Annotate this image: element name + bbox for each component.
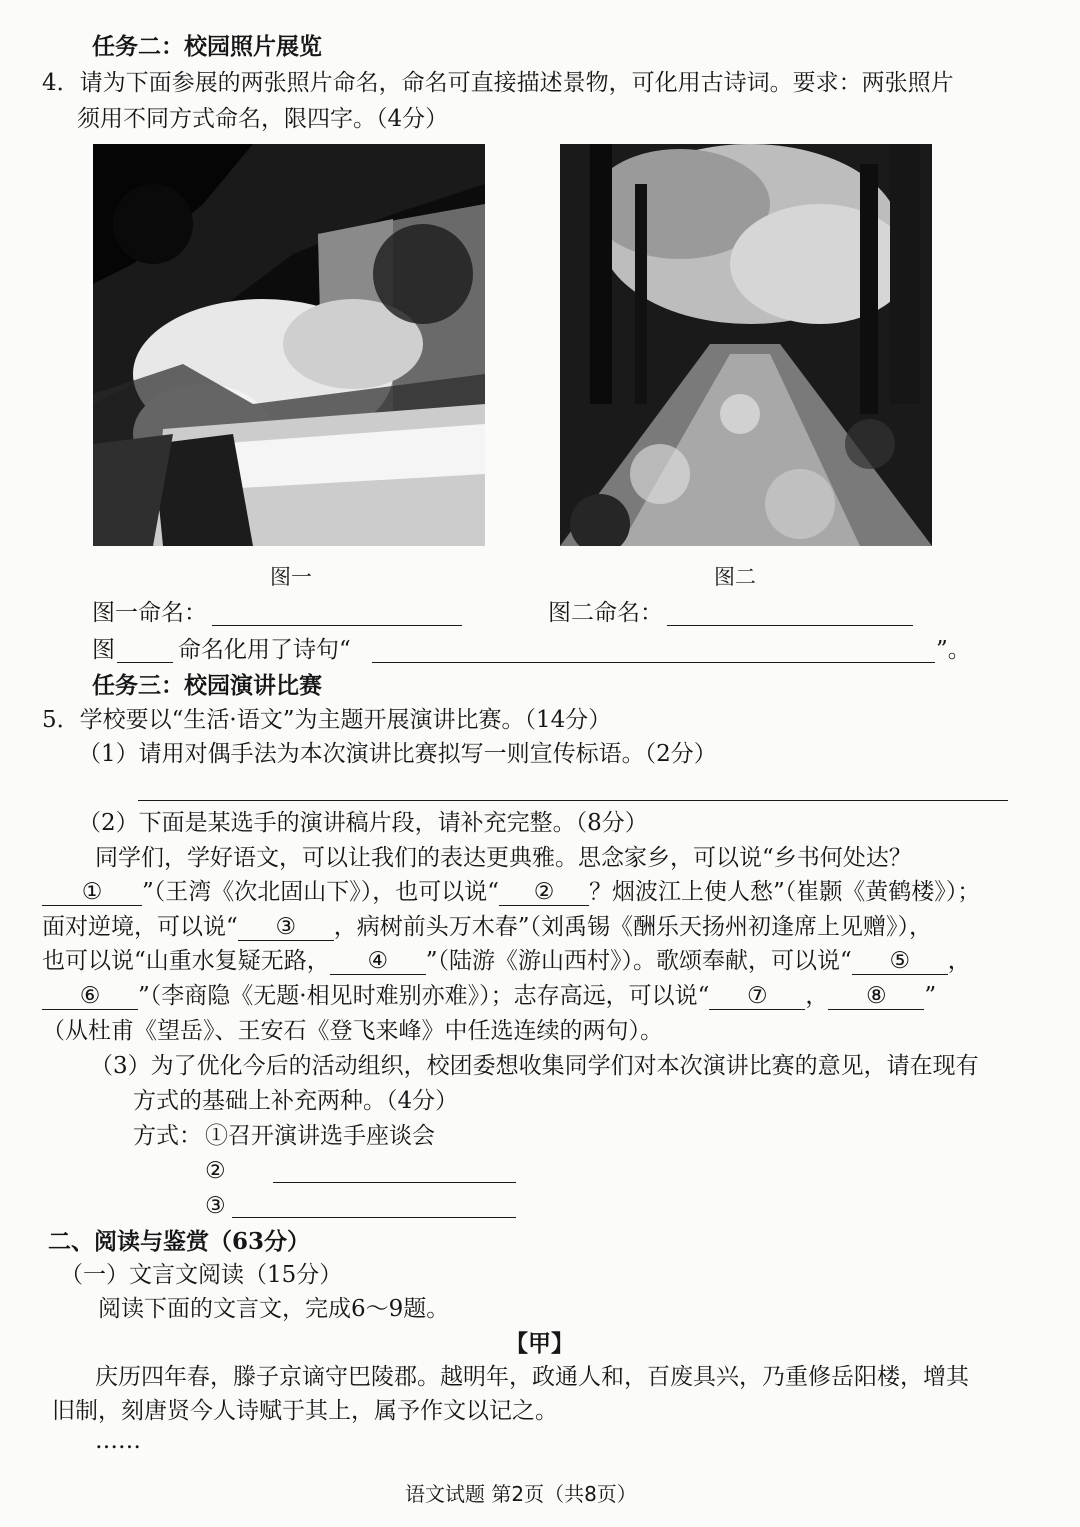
speech-text: ， [805, 983, 829, 1009]
speech-line-4 [42, 948, 971, 976]
speech-line-2 [42, 879, 980, 907]
passage-line-1: 庆历四年春，滕子京谪守巴陵郡。越明年，政通人和，百废具兴，乃重修岳阳楼，增其 [95, 1364, 969, 1390]
page-footer: 语文试题 第2页（共8页） [405, 1482, 637, 1506]
speech-blank-5[interactable]: ⑤ [852, 948, 948, 975]
q5-3-line1: （3）为了优化今后的活动组织，校团委想收集同学们对本次演讲比赛的意见，请在现有 [90, 1053, 979, 1079]
speech-line-1: 同学们，学好语文，可以让我们的表达更典雅。思念家乡，可以说“乡书何处达？ [95, 845, 912, 871]
fig2-name-blank[interactable] [667, 603, 913, 626]
fig1-name-label: 图一命名： [92, 600, 207, 626]
speech-blank-3[interactable]: ③ [238, 914, 334, 941]
speech-blank-1[interactable]: ① [42, 879, 142, 906]
fig1-caption: 图一 [270, 565, 312, 589]
poem-line-end: ”。 [936, 637, 971, 663]
speech-blank-8[interactable]: ⑧ [828, 983, 924, 1010]
way-2-blank[interactable] [273, 1160, 516, 1183]
slogan-blank[interactable] [138, 778, 1008, 801]
fig2-name-label: 图二命名： [548, 600, 663, 626]
speech-blank-6[interactable]: ⑥ [42, 983, 138, 1010]
speech-text: ”（王湾《次北固山下》），也可以说“ [142, 879, 500, 905]
photo-1-image [93, 144, 485, 546]
reading-instruction: 阅读下面的文言文，完成6～9题。 [98, 1296, 450, 1322]
passage-line-2: 旧制，刻唐贤今人诗赋于其上，属予作文以记之。 [52, 1398, 558, 1424]
task2-heading: 任务二：校园照片展览 [92, 33, 322, 60]
way-1: ①召开演讲选手座谈会 [205, 1123, 435, 1149]
speech-text: ，病树前头万木春”（刘禹锡《酬乐天扬州初逢席上见赠》）， [333, 914, 933, 940]
speech-text: ”（陆游《游山西村》）。歌颂奉献，可以说“ [425, 948, 852, 974]
section2-sub-heading: （一）文言文阅读（15分） [60, 1262, 343, 1288]
poem-line-mid: 命名化用了诗句“ [178, 637, 351, 663]
speech-blank-7[interactable]: ⑦ [709, 983, 805, 1010]
way-3-blank[interactable] [232, 1195, 516, 1218]
speech-text: ？烟波江上使人愁”（崔颢《黄鹤楼》）； [589, 879, 981, 905]
q5-2-text: （2）下面是某选手的演讲稿片段，请补充完整。（8分） [78, 810, 648, 836]
q5-1-text: （1）请用对偶手法为本次演讲比赛拟写一则宣传标语。（2分） [78, 741, 717, 767]
way-3-label: ③ [205, 1193, 226, 1219]
figure-number-blank[interactable] [117, 640, 173, 663]
speech-text: ”（李商隐《无题·相见时难别亦难》）；志存高远，可以说“ [138, 983, 710, 1009]
q5-text: 5．学校要以“生活·语文”为主题开展演讲比赛。（14分） [42, 707, 612, 733]
speech-line-5 [42, 983, 936, 1011]
section2-heading: 二、阅读与鉴赏（63分） [48, 1228, 311, 1255]
speech-blank-2[interactable]: ② [499, 879, 589, 906]
task3-heading: 任务三：校园演讲比赛 [92, 672, 322, 699]
speech-line-6: （从杜甫《望岳》、王安石《登飞来峰》中任选连续的两句）。 [42, 1018, 663, 1044]
ways-label: 方式： [133, 1123, 202, 1149]
speech-text: ” [924, 983, 937, 1009]
speech-text: 也可以说“山重水复疑无路， [42, 948, 330, 974]
speech-text: ， [947, 948, 971, 974]
q5-3-line2: 方式的基础上补充两种。（4分） [133, 1088, 459, 1114]
way-2-label: ② [205, 1158, 226, 1184]
q4-text-line1: 4．请为下面参展的两张照片命名，命名可直接描述景物，可化用古诗词。要求：两张照片 [42, 70, 954, 96]
speech-line-3 [42, 914, 932, 942]
speech-text: 面对逆境，可以说“ [42, 914, 238, 940]
poem-quote-blank[interactable] [372, 640, 935, 663]
passage-ellipsis: …… [95, 1428, 141, 1454]
speech-blank-4[interactable]: ④ [330, 948, 426, 975]
poem-line-prefix: 图 [92, 637, 115, 663]
photo-2-image [560, 144, 932, 546]
q4-text-line2: 须用不同方式命名，限四字。（4分） [77, 106, 449, 132]
fig1-name-blank[interactable] [212, 603, 462, 626]
jia-label: 【甲】 [505, 1330, 574, 1357]
fig2-caption: 图二 [714, 565, 756, 589]
